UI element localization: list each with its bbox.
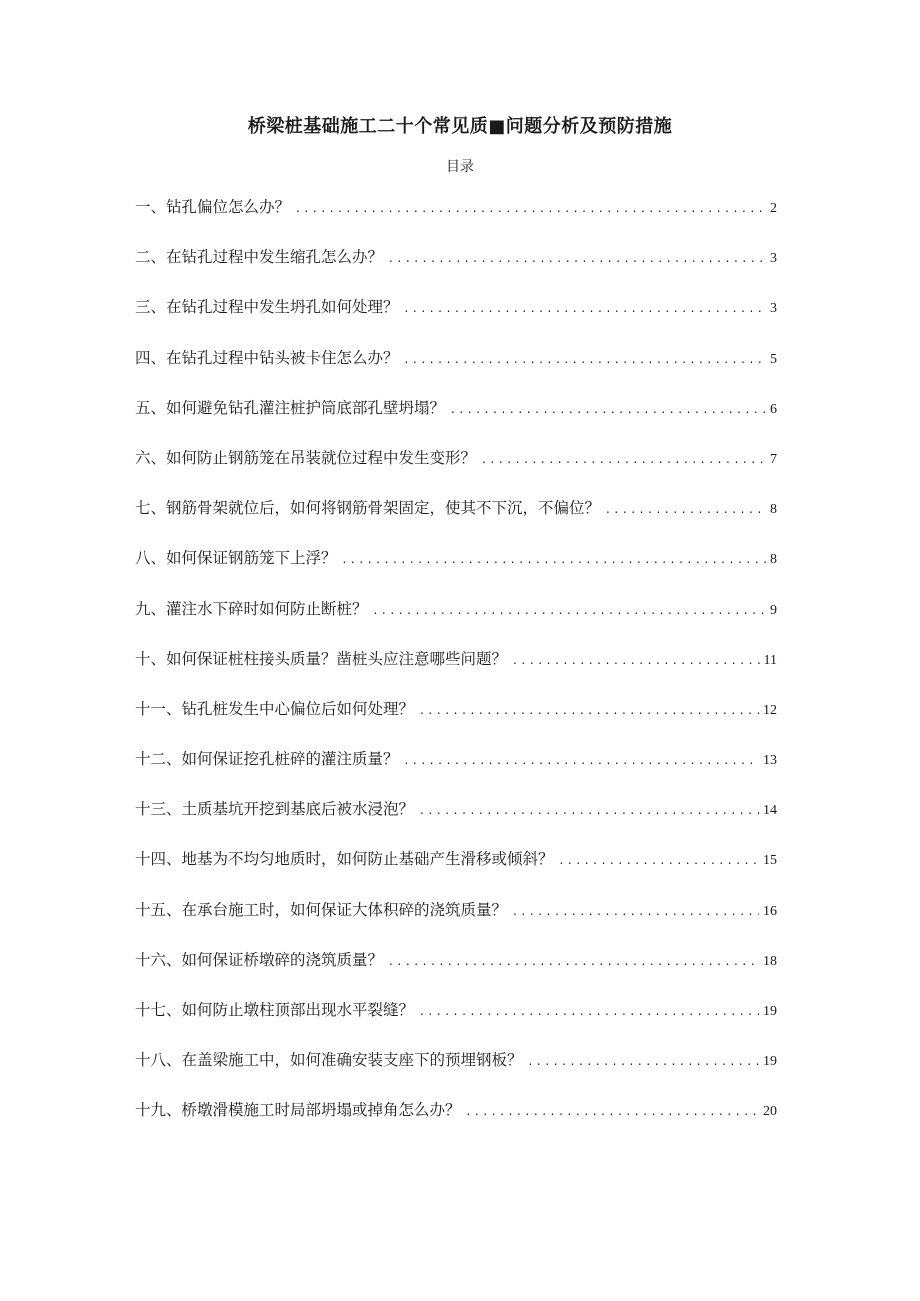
toc-entry-text: 十七、如何防止墩柱顶部出现水平裂缝？ — [135, 1001, 415, 1019]
toc-entry-text: 八、如何保证钢筋笼下上浮？ — [135, 549, 337, 568]
toc-entry-1[interactable] — [135, 192, 777, 242]
toc-entry-text: 十六、如何保证桥墩碎的浇筑质量？ — [135, 950, 384, 969]
toc-entry-6[interactable] — [135, 443, 777, 493]
toc-entry-10[interactable] — [135, 644, 777, 694]
dot-leader — [529, 1046, 759, 1076]
toc-page-number: 20 — [763, 1104, 777, 1120]
toc-entry-5[interactable] — [135, 393, 777, 443]
dot-leader — [420, 996, 759, 1026]
toc-entry-text: 五、如何避免钻孔灌注桩护筒底部孔壁坍塌？ — [135, 398, 446, 417]
toc-page-number: 13 — [763, 753, 777, 769]
dot-leader — [467, 1096, 759, 1126]
toc-entry-14[interactable] — [135, 844, 777, 894]
toc-entry-16[interactable] — [135, 945, 777, 995]
dot-leader — [420, 795, 759, 825]
dot-leader — [405, 344, 766, 374]
toc-entry-18[interactable] — [135, 1045, 777, 1095]
toc-page-number: 7 — [770, 451, 777, 467]
toc-entry-text: 十、如何保证桩柱接头质量？凿桩头应注意哪些问题？ — [135, 649, 508, 668]
toc-page-number: 8 — [770, 552, 777, 568]
toc-entry-4[interactable] — [135, 343, 777, 393]
toc-entry-17[interactable] — [135, 995, 777, 1045]
toc-page-number: 19 — [763, 1004, 777, 1019]
dot-leader — [513, 645, 760, 675]
toc-page-number: 18 — [763, 953, 777, 969]
toc-entry-text: 四、在钻孔过程中钻头被卡住怎么办？ — [135, 348, 399, 367]
dot-leader — [420, 695, 759, 725]
toc-entry-text: 十五、在承台施工时，如何保证大体积碎的浇筑质量？ — [135, 900, 508, 919]
dot-leader — [405, 745, 759, 775]
toc-heading: 目录 — [446, 159, 474, 175]
dot-leader — [389, 243, 766, 273]
document-title: 桥梁桩基础施工二十个常见质■问题分析及预防措施 — [247, 116, 673, 137]
toc-page-number: 6 — [770, 401, 777, 417]
dot-leader — [513, 896, 759, 926]
toc-entry-11[interactable] — [135, 694, 777, 744]
toc-entry-text: 十二、如何保证挖孔桩碎的灌注质量？ — [135, 750, 399, 769]
toc-entry-19[interactable] — [135, 1095, 777, 1145]
toc-page-number: 12 — [763, 702, 777, 718]
toc-entry-3[interactable] — [135, 292, 777, 342]
dot-leader — [560, 845, 759, 875]
toc-entry-13[interactable] — [135, 794, 777, 844]
table-of-contents — [135, 192, 777, 1146]
dot-leader — [405, 293, 766, 323]
dot-leader — [482, 444, 766, 474]
toc-entry-12[interactable] — [135, 744, 777, 794]
toc-page-number: 3 — [770, 251, 777, 267]
toc-entry-text: 三、在钻孔过程中发生坍孔如何处理？ — [135, 298, 399, 317]
toc-entry-text: 十八、在盖梁施工中，如何准确安装支座下的预埋钢板？ — [135, 1051, 523, 1070]
dot-leader — [343, 544, 766, 574]
toc-page-number: 14 — [763, 803, 777, 819]
dot-leader — [296, 193, 766, 223]
toc-page-number: 3 — [770, 301, 777, 317]
toc-entry-8[interactable] — [135, 543, 777, 593]
toc-page-number: 5 — [770, 351, 777, 367]
dot-leader — [451, 394, 766, 424]
toc-entry-text: 十一、钻孔桩发生中心偏位后如何处理？ — [135, 699, 415, 718]
toc-entry-text: 七、钢筋骨架就位后，如何将钢筋骨架固定，使其不下沉，不偏位？ — [135, 499, 601, 518]
toc-entry-text: 十四、地基为不均匀地质时，如何防止基础产生滑移或倾斜？ — [135, 850, 554, 869]
toc-page-number: 2 — [770, 201, 777, 216]
toc-page-number: 9 — [770, 602, 777, 618]
toc-entry-text: 九、灌注水下碎时如何防止断桩？ — [135, 599, 368, 618]
toc-entry-text: 二、在钻孔过程中发生缩孔怎么办？ — [135, 248, 384, 267]
toc-entry-7[interactable] — [135, 493, 777, 543]
toc-page-number: 8 — [770, 502, 777, 518]
toc-entry-text: 一、钻孔偏位怎么办？ — [135, 198, 291, 216]
toc-entry-text: 六、如何防止钢筋笼在吊装就位过程中发生变形？ — [135, 448, 477, 467]
toc-entry-text: 十九、桥墩滑模施工时局部坍塌或掉角怎么办？ — [135, 1101, 461, 1120]
toc-page-number: 19 — [763, 1054, 777, 1070]
dot-leader — [606, 494, 766, 524]
toc-entry-15[interactable] — [135, 895, 777, 945]
toc-page-number: 11 — [763, 652, 777, 668]
dot-leader — [374, 595, 766, 625]
dot-leader — [389, 946, 759, 976]
toc-entry-text: 十三、土质基坑开挖到基底后被水浸泡？ — [135, 800, 415, 819]
toc-page-number: 15 — [763, 853, 777, 869]
toc-entry-2[interactable] — [135, 242, 777, 292]
toc-entry-9[interactable] — [135, 594, 777, 644]
toc-page-number: 16 — [763, 903, 777, 919]
